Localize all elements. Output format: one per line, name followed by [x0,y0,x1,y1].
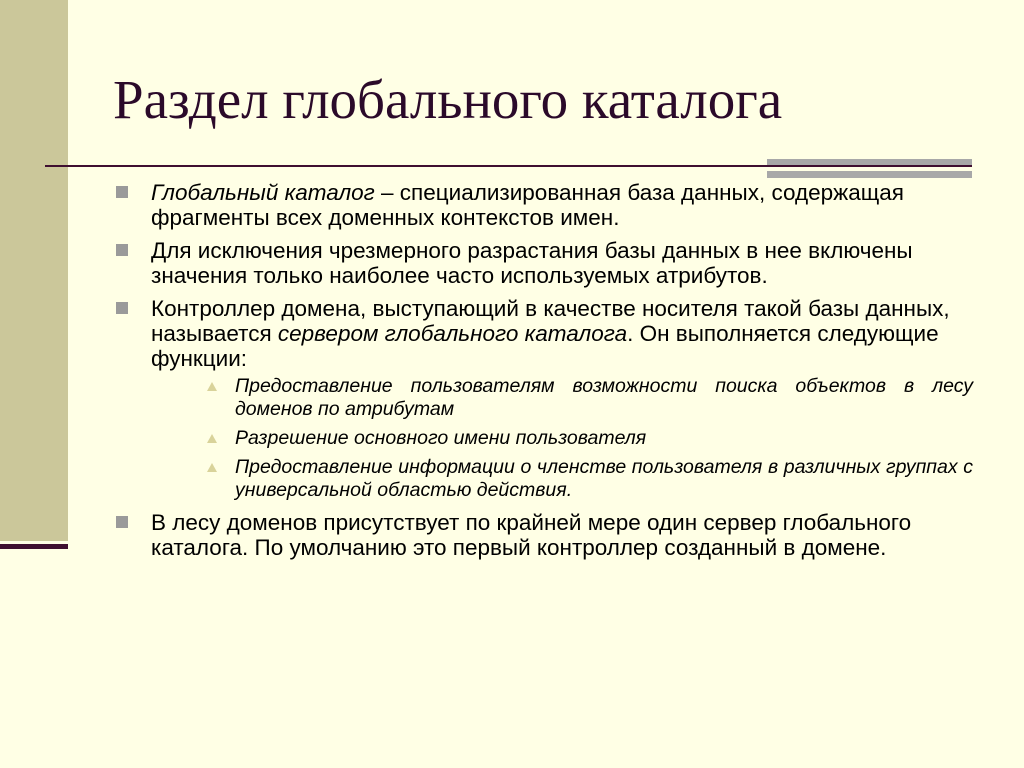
square-bullet-icon [116,186,128,198]
sub-item-membership [151,456,973,502]
bullet-item-gc-server [113,296,973,502]
bullet-text: – специализированная база данных, содержащая фрагменты всех доменных контекстов имен. [151,180,904,230]
triangle-bullet-icon [207,463,217,472]
title-divider-accent-top [767,159,972,165]
sub-item-text: Предоставление информации о членстве пользователя в различных группах с универсальной областью действия. [235,456,973,501]
slide-title: Раздел глобального каталога [113,69,783,130]
bullet-text: В лесу доменов присутствует по крайней мере один сервер глобального каталога. По умолчанию это первый контроллер созданный в домене. [151,510,912,560]
slide-body [113,180,973,560]
title-divider [45,165,972,167]
bullet-item-forest [113,510,973,560]
triangle-bullet-icon [207,382,217,391]
title-divider-accent-bottom [767,171,972,178]
bullet-item-global-catalog [113,180,973,230]
triangle-bullet-icon [207,434,217,443]
square-bullet-icon [116,302,128,314]
term-gc-server: сервером глобального каталога [277,321,628,346]
square-bullet-icon [116,516,128,528]
sub-item-search [151,375,973,421]
square-bullet-icon [116,244,128,256]
left-accent-bar [0,544,68,549]
bullet-text: Для исключения чрезмерного разрастания базы данных в нее включены значения только наиболее часто используемых атрибутов. [151,238,913,288]
bullet-item-attributes [113,238,973,288]
functions-sublist [151,375,973,502]
bullet-text-part1: Контроллер домена, выступающий в качестве носителя такой базы данных, называется [151,296,950,346]
bullet-text-part2: . Он выполняется следующие функции: [151,321,939,371]
left-decorative-band [0,0,68,541]
sub-item-text: Разрешение основного имени пользователя [235,427,647,449]
term-global-catalog: Глобальный каталог [151,180,375,205]
sub-item-upn [151,427,973,450]
sub-item-text: Предоставление пользователям возможности поиска объектов в лесу доменов по атрибутам [235,375,973,420]
